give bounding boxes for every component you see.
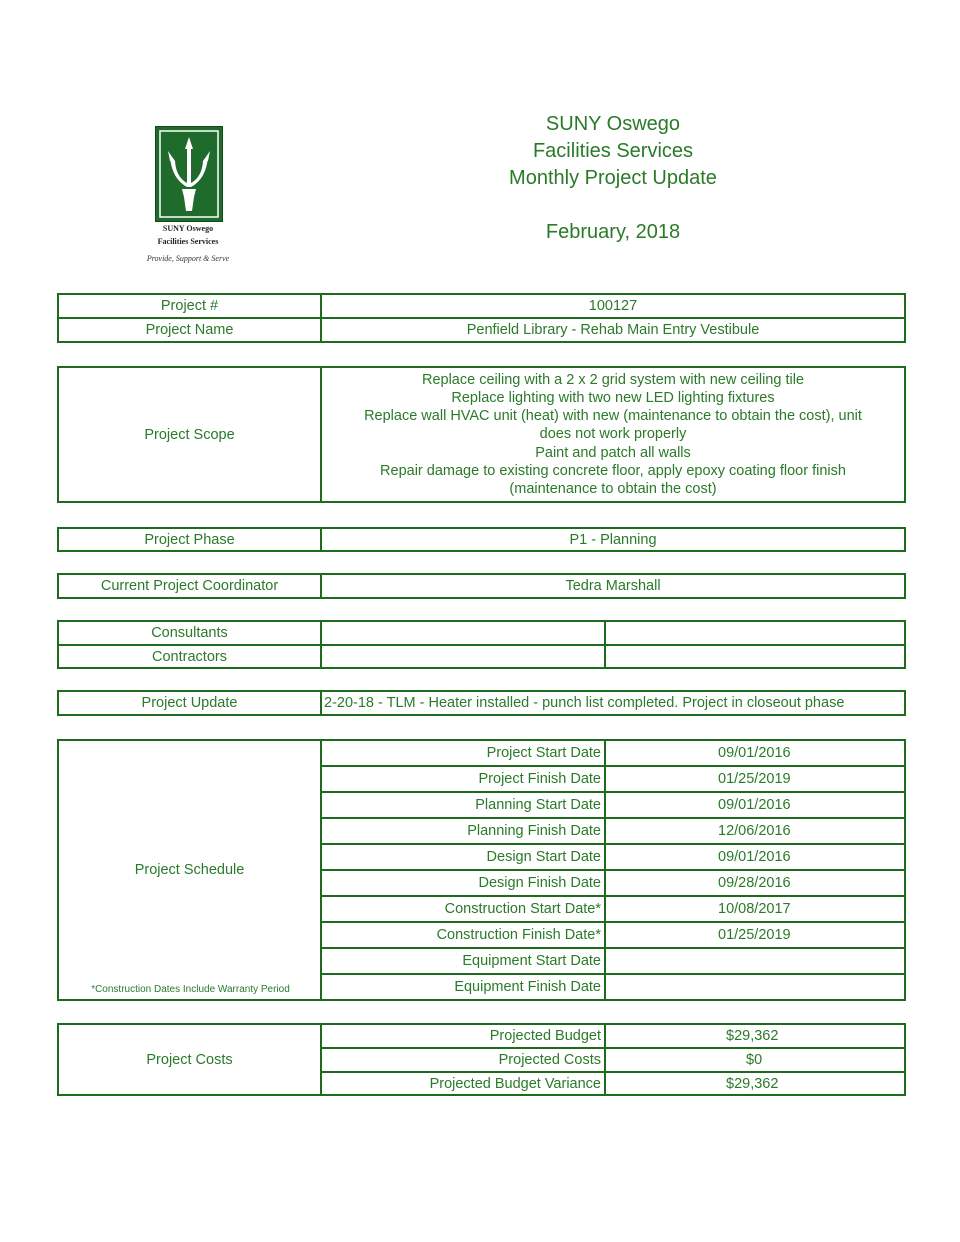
project-number-row	[57, 293, 906, 319]
contractors-value-2	[606, 646, 904, 667]
schedule-row	[322, 897, 904, 923]
schedule-value: 12/06/2016	[718, 823, 791, 839]
consultants-value-1	[322, 622, 606, 644]
coordinator-label: Current Project Coordinator	[59, 575, 322, 597]
project-costs-block	[57, 1023, 906, 1096]
cost-key: Projected Budget	[322, 1025, 606, 1047]
consultants-row	[57, 620, 906, 646]
project-scope-row	[57, 366, 906, 503]
project-schedule-title: Project Schedule	[134, 862, 245, 878]
project-phase-label: Project Phase	[59, 529, 322, 550]
cost-value: $29,362	[726, 1075, 779, 1092]
schedule-row	[322, 949, 904, 975]
schedule-value: 01/25/2019	[718, 771, 791, 787]
cost-key: Projected Costs	[322, 1049, 606, 1071]
schedule-value	[606, 975, 904, 999]
scope-line: does not work properly	[539, 426, 687, 443]
project-number-value: 100127	[588, 298, 638, 314]
schedule-row	[322, 975, 904, 999]
project-update-value: 2-20-18 - TLM - Heater installed - punch list completed. Project in closeout phase	[324, 695, 845, 711]
scope-line: Replace wall HVAC unit (heat) with new (maintenance to obtain the cost), unit	[364, 408, 862, 425]
schedule-key: Planning Start Date	[322, 793, 606, 817]
contractors-value-1	[322, 646, 606, 667]
schedule-row	[322, 741, 904, 767]
cost-key: Projected Budget Variance	[322, 1073, 606, 1094]
coordinator-row	[57, 573, 906, 599]
trident-icon	[156, 127, 222, 221]
cost-value: $0	[746, 1052, 763, 1068]
schedule-value: 09/01/2016	[718, 745, 791, 761]
scope-line: (maintenance to obtain the cost)	[509, 481, 717, 497]
project-update-row	[57, 690, 906, 716]
project-name-label: Project Name	[59, 319, 322, 341]
schedule-key: Design Start Date	[322, 845, 606, 869]
cost-row	[322, 1025, 904, 1049]
project-phase-value: P1 - Planning	[569, 531, 657, 548]
project-name-value: Penfield Library - Rehab Main Entry Vestibule	[466, 322, 760, 338]
consultants-label: Consultants	[59, 622, 322, 644]
cost-row	[322, 1073, 904, 1094]
project-costs-label	[59, 1025, 322, 1094]
schedule-key: Planning Finish Date	[322, 819, 606, 843]
schedule-row	[322, 923, 904, 949]
schedule-key: Construction Start Date*	[322, 897, 606, 921]
schedule-row	[322, 767, 904, 793]
header-dept: Facilities Services	[532, 140, 694, 162]
schedule-row	[322, 819, 904, 845]
schedule-rows	[322, 741, 904, 999]
schedule-key: Project Start Date	[322, 741, 606, 765]
cost-rows	[322, 1025, 904, 1094]
contractors-row	[57, 644, 906, 669]
schedule-key: Equipment Finish Date	[322, 975, 606, 999]
project-costs-title: Project Costs	[146, 1051, 233, 1068]
coordinator-value: Tedra Marshall	[565, 578, 661, 594]
scope-line: Replace lighting with two new LED lighting fixtures	[451, 389, 775, 406]
logo	[155, 126, 223, 222]
project-update-label: Project Update	[59, 692, 322, 714]
schedule-key: Equipment Start Date	[322, 949, 606, 973]
project-schedule-block	[57, 739, 906, 1001]
schedule-key: Design Finish Date	[322, 871, 606, 895]
scope-line: Replace ceiling with a 2 x 2 grid system with new ceiling tile	[421, 371, 804, 388]
project-name-row	[57, 317, 906, 343]
schedule-row	[322, 793, 904, 819]
header-date: February, 2018	[545, 221, 681, 243]
project-schedule-label	[59, 741, 322, 999]
project-phase-row	[57, 527, 906, 552]
logo-tagline: Provide, Support & Serve	[146, 254, 230, 263]
project-scope-label: Project Scope	[59, 368, 322, 501]
cost-row	[322, 1049, 904, 1073]
header-title: Monthly Project Update	[509, 167, 717, 189]
project-number-label: Project #	[59, 295, 322, 317]
schedule-value: 01/25/2019	[718, 927, 791, 943]
consultants-value-2	[606, 622, 904, 644]
schedule-value: 09/01/2016	[718, 797, 791, 813]
logo-dept-name: Facilities Services	[157, 237, 219, 246]
schedule-row	[322, 845, 904, 871]
scope-line: Paint and patch all walls	[535, 444, 691, 461]
contractors-label: Contractors	[59, 646, 322, 667]
scope-line: Repair damage to existing concrete floor, apply epoxy coating floor finish	[380, 462, 846, 479]
schedule-row	[322, 871, 904, 897]
logo-org-name: SUNY Oswego	[162, 224, 214, 233]
schedule-footnote: *Construction Dates Include Warranty Period	[91, 984, 290, 995]
schedule-value: 09/01/2016	[718, 849, 791, 865]
header-org: SUNY Oswego	[545, 113, 681, 135]
schedule-value: 10/08/2017	[718, 901, 791, 917]
project-scope-value	[322, 368, 904, 501]
cost-value: $29,362	[726, 1028, 779, 1044]
schedule-key: Construction Finish Date*	[322, 923, 606, 947]
schedule-key: Project Finish Date	[322, 767, 606, 791]
schedule-value: 09/28/2016	[718, 875, 791, 891]
schedule-value	[606, 949, 904, 973]
